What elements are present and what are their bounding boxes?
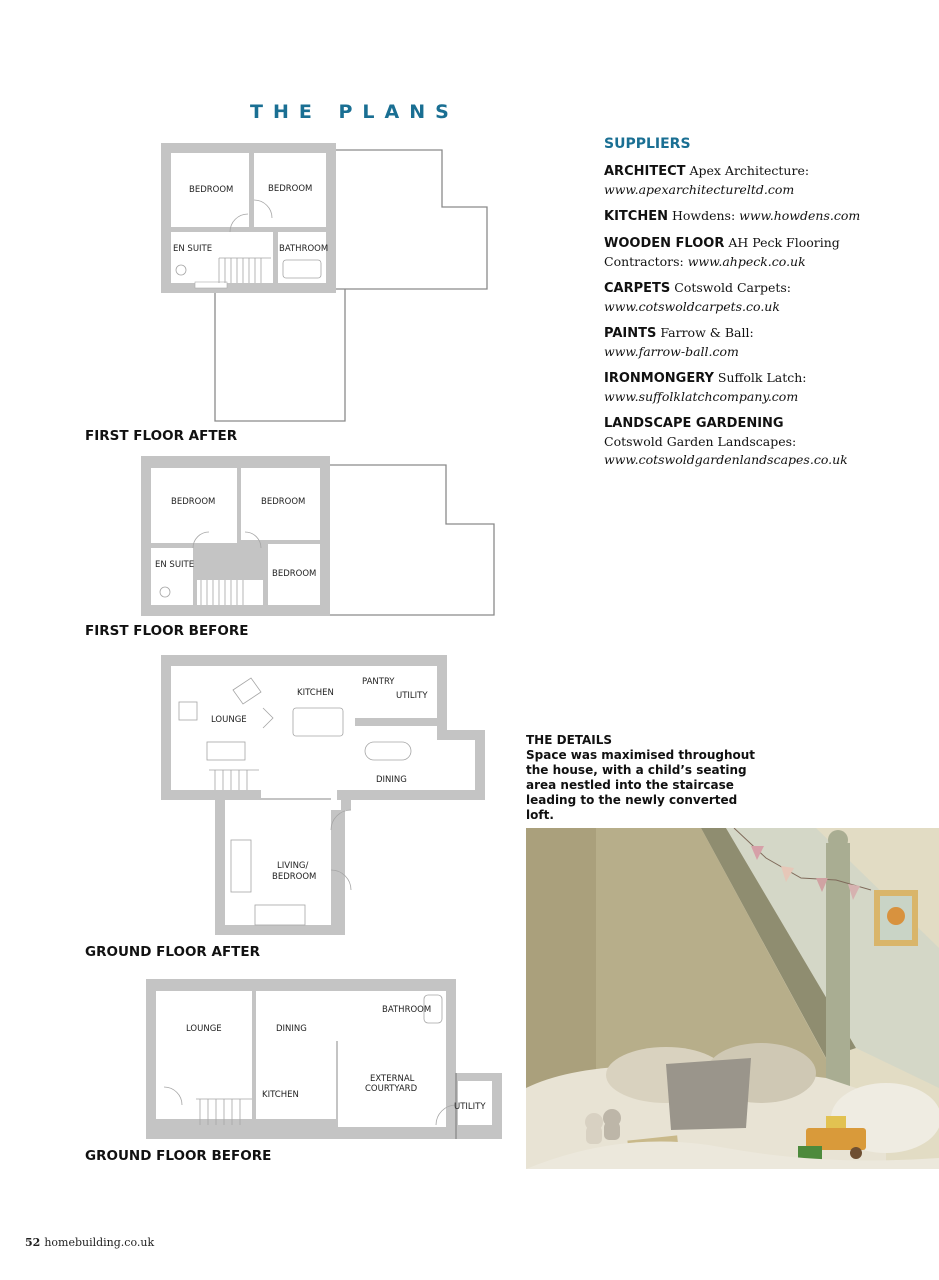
page-number: 52 (25, 1236, 41, 1249)
supplier-name: Apex Architecture: (689, 163, 810, 178)
supplier-url[interactable]: www.apexarchitectureltd.com (604, 182, 795, 197)
supplier-key: LANDSCAPE GARDENING (604, 416, 784, 431)
details-caption (526, 733, 766, 823)
ground-floor-after-plan (155, 650, 500, 938)
room-label: LOUNGE (211, 715, 247, 725)
room-label: PANTRY (362, 677, 395, 687)
supplier-item (604, 207, 904, 226)
supplier-item (604, 414, 904, 469)
supplier-url[interactable]: www.howdens.com (739, 208, 861, 223)
page-title: THE PLANS (250, 101, 459, 123)
supplier-key: WOODEN FLOOR (604, 236, 725, 251)
room-label: BATHROOM (382, 1005, 432, 1015)
supplier-name: Farrow & Ball: (660, 325, 754, 340)
supplier-url[interactable]: www.farrow-ball.com (604, 344, 739, 359)
room-label: BEDROOM (189, 185, 234, 195)
suppliers-panel (604, 136, 904, 477)
room-label: LOUNGE (186, 1024, 222, 1034)
room-label: BATHROOM (279, 244, 329, 254)
supplier-item (604, 369, 904, 406)
plan-label: FIRST FLOOR BEFORE (85, 623, 249, 639)
site-url[interactable]: homebuilding.co.uk (44, 1236, 155, 1249)
supplier-key: ARCHITECT (604, 164, 686, 179)
supplier-item (604, 324, 904, 361)
room-label: DINING (276, 1024, 307, 1034)
room-label: COURTYARD (365, 1084, 418, 1094)
supplier-name: AH Peck Flooring Contractors: (604, 235, 840, 269)
details-heading: THE DETAILS (526, 733, 613, 747)
supplier-url[interactable]: www.cotswoldgardenlandscapes.co.uk (604, 452, 848, 467)
room-label: BEDROOM (272, 872, 317, 882)
first-floor-before-plan (135, 452, 500, 622)
supplier-url[interactable]: www.ahpeck.co.uk (687, 254, 806, 269)
plan-label: FIRST FLOOR AFTER (85, 428, 238, 444)
room-label: DINING (376, 775, 407, 785)
room-label: EXTERNAL (370, 1074, 415, 1084)
supplier-name: Howdens: (671, 208, 736, 223)
room-label: KITCHEN (297, 688, 334, 698)
supplier-url[interactable]: www.suffolklatchcompany.com (604, 389, 799, 404)
plan-label: GROUND FLOOR BEFORE (85, 1148, 272, 1164)
supplier-key: CARPETS (604, 281, 671, 296)
supplier-item (604, 234, 904, 271)
room-label: BEDROOM (261, 497, 306, 507)
supplier-item (604, 279, 904, 316)
room-label: UTILITY (454, 1102, 486, 1112)
room-label: UTILITY (396, 691, 428, 701)
grey-cushion (666, 1058, 751, 1130)
supplier-key: PAINTS (604, 326, 657, 341)
supplier-url[interactable]: www.cotswoldcarpets.co.uk (604, 299, 780, 314)
room-label: KITCHEN (262, 1090, 299, 1100)
room-label: BEDROOM (171, 497, 216, 507)
plan-label: GROUND FLOOR AFTER (85, 944, 261, 960)
room-label: BEDROOM (272, 569, 317, 579)
supplier-key: IRONMONGERY (604, 371, 714, 386)
ground-floor-before-plan (140, 975, 505, 1145)
staircase-nook-photo (526, 828, 939, 1169)
supplier-name: Cotswold Carpets: (674, 280, 792, 295)
supplier-name: Cotswold Garden Landscapes: (604, 434, 797, 449)
supplier-key: KITCHEN (604, 209, 668, 224)
room-label: EN SUITE (173, 244, 213, 254)
details-text: Space was maximised throughout the house, with a child’s seating area nestled into the staircase leading to the newly converted loft. (526, 748, 756, 822)
supplier-name: Suffolk Latch: (717, 370, 807, 385)
room-label: EN SUITE (155, 560, 195, 570)
supplier-item (604, 162, 904, 199)
room-label: LIVING/ (277, 861, 309, 871)
suppliers-heading: SUPPLIERS (604, 136, 691, 152)
first-floor-after-plan (155, 140, 495, 425)
room-label: BEDROOM (268, 184, 313, 194)
page-footer (25, 1236, 154, 1249)
